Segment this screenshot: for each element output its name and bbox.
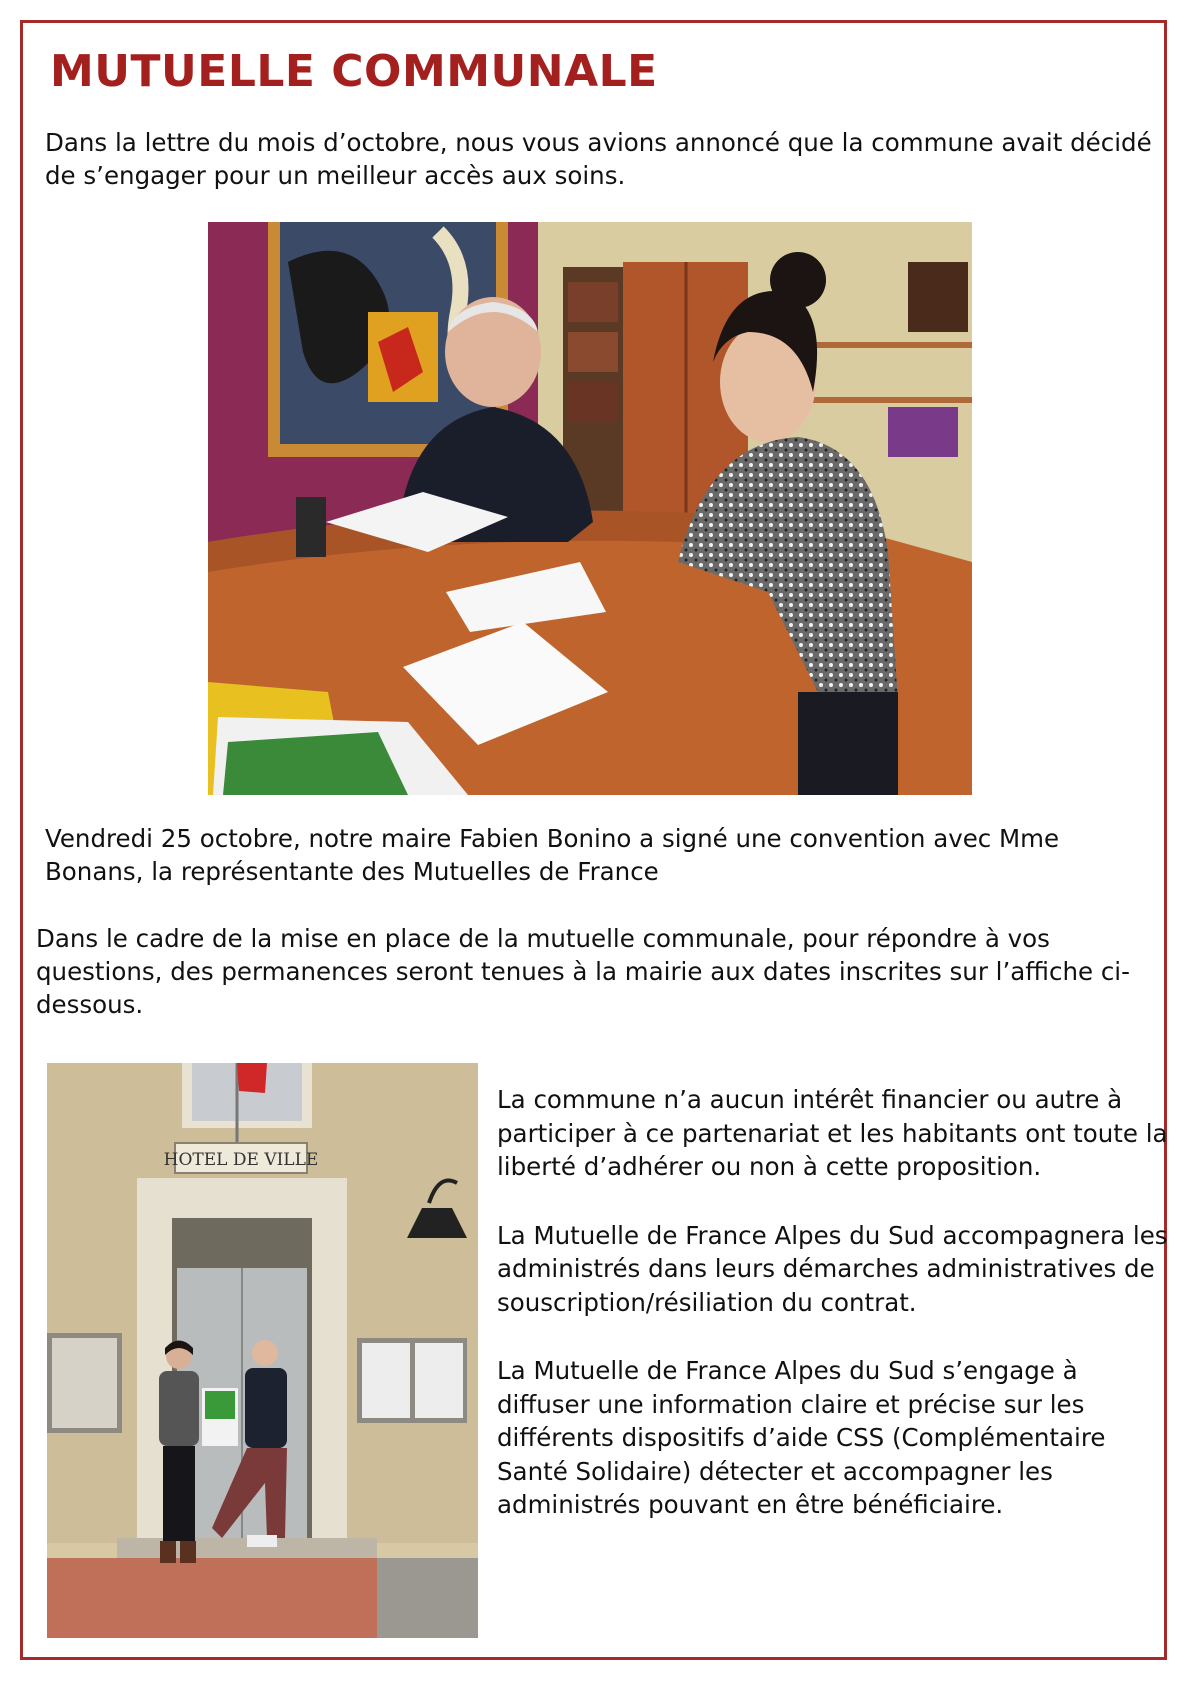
administrative-support-paragraph: La Mutuelle de France Alpes du Sud accompagnera les administrés dans leurs démarches administratives de souscription/résiliation du contrat. [497, 1220, 1168, 1317]
town-hall-sign: HOTEL DE VILLE [163, 1150, 319, 1170]
partnership-details [497, 1083, 1172, 1522]
intro-paragraph: Dans la lettre du mois d’octobre, nous vous avions annoncé que la commune avait décidé de s’engager pour un meilleur accès aux soins. [45, 128, 1152, 190]
css-information-paragraph: La Mutuelle de France Alpes du Sud s’engage à diffuser une information claire et précise sur les différents dispositifs d’aide CSS (Complémentaire Santé Solidaire) détecter et accompagner les administrés pouvant en être bénéficiaire. [497, 1356, 1106, 1519]
no-financial-interest-paragraph: La commune n’a aucun intérêt financier ou autre à participer à ce partenariat et les habitants ont toute la liberté d’adhérer ou non à cette proposition. [497, 1085, 1168, 1181]
photo-caption: Vendredi 25 octobre, notre maire Fabien Bonino a signé une convention avec Mme Bonans, la représentante des Mutuelles de France [45, 824, 1060, 886]
permanences-paragraph: Dans le cadre de la mise en place de la mutuelle communale, pour répondre à vos questions, des permanences seront tenues à la mairie aux dates inscrites sur l’affiche ci-dessous. [36, 924, 1130, 1019]
town-hall-photo [47, 1063, 478, 1638]
page-title: MUTUELLE COMMUNALE [50, 46, 658, 97]
signing-photo [208, 222, 972, 795]
